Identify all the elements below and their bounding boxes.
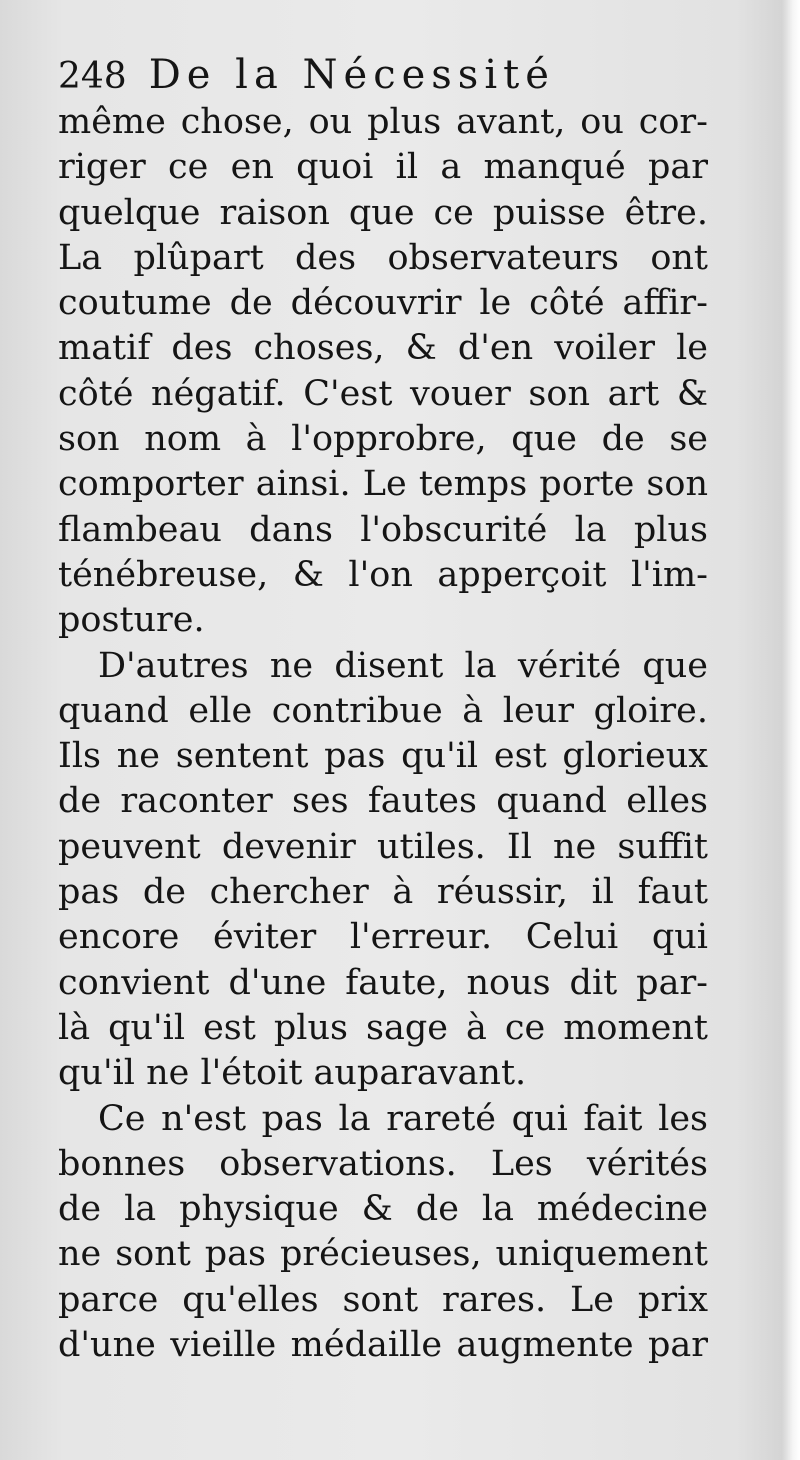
page-text (58, 52, 708, 1368)
text-line: matif des choses, & d'en voiler le (58, 328, 708, 369)
text-line: Ce n'est pas la rareté qui fait les (98, 1098, 708, 1139)
text-line: là qu'il est plus sage à ce moment (58, 1007, 708, 1048)
text-line: quand elle contribue à leur gloire. (58, 690, 708, 731)
running-head (58, 52, 708, 100)
text-line: posture. (58, 600, 205, 641)
text-line: ténébreuse, & l'on apperçoit l'im- (58, 554, 708, 595)
text-line: flambeau dans l'obscurité la plus (58, 509, 708, 550)
text-line: convient d'une faute, nous dit par- (58, 962, 708, 1003)
text-line: côté négatif. C'est vouer son art & (58, 373, 708, 414)
text-line: d'une vieille médaille augmente par (58, 1325, 708, 1366)
text-line: Ils ne sentent pas qu'il est glorieux (58, 736, 708, 777)
text-line: de la physique & de la médecine (58, 1189, 708, 1230)
paragraph-2 (58, 644, 708, 1097)
paragraph-3 (58, 1097, 708, 1369)
text-line: bonnes observations. Les vérités (58, 1143, 708, 1184)
text-line: qu'il ne l'étoit auparavant. (58, 1053, 527, 1094)
text-line: riger ce en quoi il a manqué par (58, 147, 708, 188)
text-line: ne sont pas précieuses, uniquement (58, 1234, 708, 1275)
text-line: encore éviter l'erreur. Celui qui (58, 917, 708, 958)
text-line: peuvent devenir utiles. Il ne suffit (58, 826, 708, 867)
text-line: comporter ainsi. Le temps porte son (58, 464, 708, 505)
text-line: coutume de découvrir le côté affir- (58, 283, 708, 324)
text-line: D'autres ne disent la vérité que (98, 645, 708, 686)
text-line: de raconter ses fautes quand elles (58, 781, 708, 822)
text-line: La plûpart des observateurs ont (58, 237, 708, 278)
running-title: De la Nécessité (148, 52, 555, 98)
page-number: 248 (58, 56, 127, 97)
text-line: parce qu'elles sont rares. Le prix (58, 1279, 708, 1320)
text-line: même chose, ou plus avant, ou cor- (58, 102, 708, 142)
text-line: pas de chercher à réussir, il faut (58, 872, 708, 913)
text-line: quelque raison que ce puisse être. (58, 192, 708, 233)
page-edge (782, 0, 800, 1460)
paragraph-1 (58, 100, 708, 644)
text-line: son nom à l'opprobre, que de se (58, 419, 708, 460)
